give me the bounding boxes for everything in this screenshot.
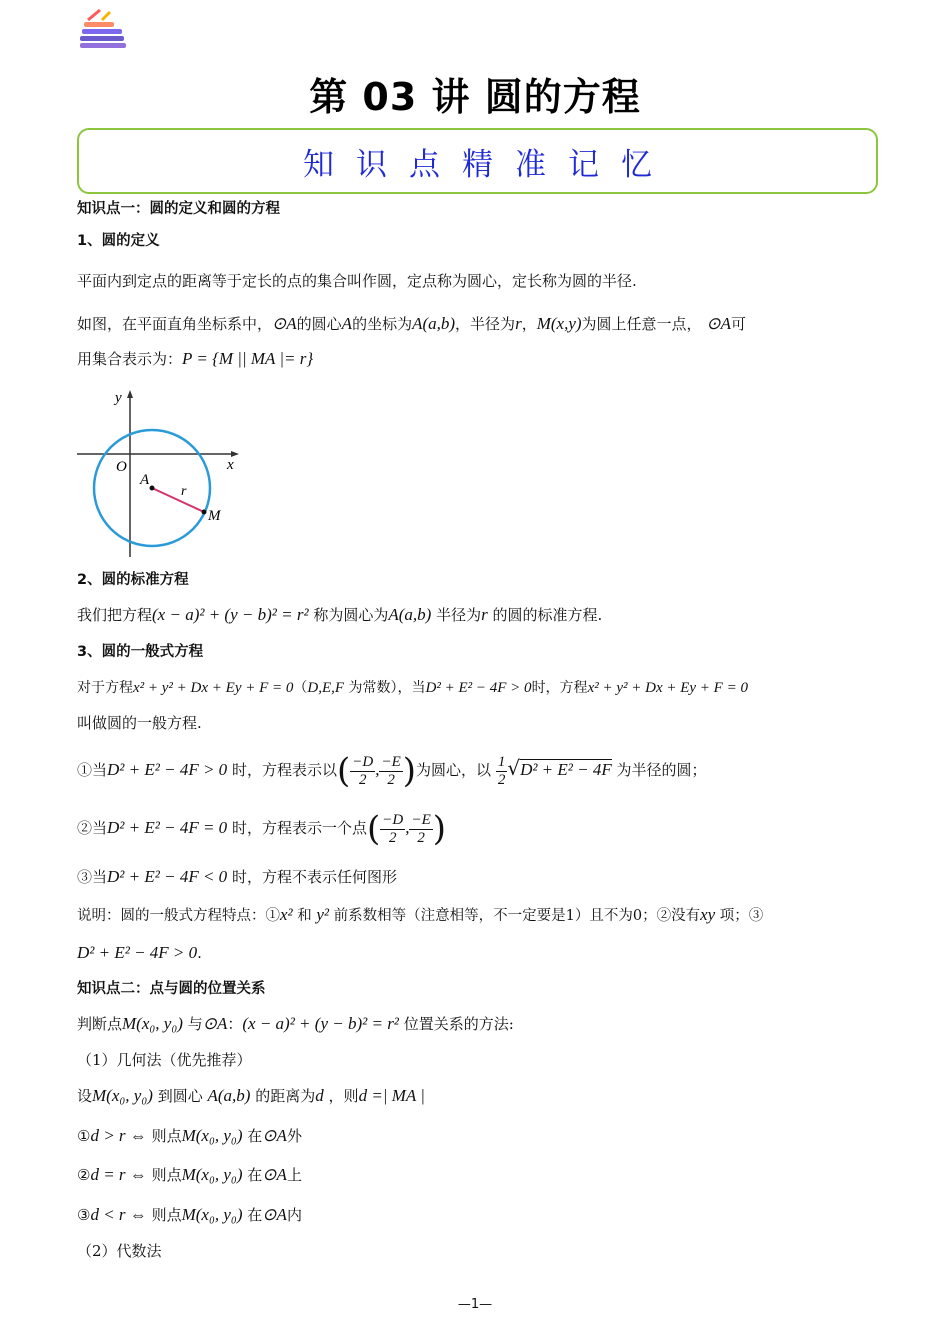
case-2-line: ②当D² + E² − 4F = 0 时，方程表示一个点( $\frac{-D}{2}$ , $\frac{-E}{2}$ ) — [77, 809, 447, 849]
radius-segment — [152, 488, 204, 512]
circle-diagram — [77, 385, 242, 560]
fraction-neg-e: $\frac{-E}{2}$ — [381, 753, 401, 788]
fraction-neg-e-2: $\frac{-E}{2}$ — [411, 811, 431, 846]
subsection-1-heading: 1、圆的定义 — [77, 233, 160, 249]
page-title: 第 03 讲 圆的方程 — [309, 75, 641, 119]
algebraic-method-heading: （2）代数法 — [77, 1242, 162, 1260]
sqrt-radicand: D² + E² − 4F — [520, 760, 612, 779]
subsection-3-heading: 3、圆的一般式方程 — [77, 644, 204, 660]
book-logo-icon — [78, 8, 128, 50]
section-banner — [77, 128, 878, 194]
point-m-label: M — [208, 508, 221, 524]
page-number: —1— — [457, 1297, 493, 1312]
general-equation-line: 对于方程x² + y² + Dx + Ey + F = 0（D,E,F 为常数），当D² + E² − 4F > 0时，方程x² + y² + Dx + Ey + F = 0 — [77, 680, 748, 696]
relation-outside-line: ①d > r ⇔ 则点M(x₀, y₀) 在⊙A外 — [77, 1126, 302, 1145]
set-notation-line: 用集合表示为：P = {M || MA |= r} — [77, 349, 314, 368]
center-label: A — [140, 472, 150, 488]
geometric-method-heading: （1）几何法（优先推荐） — [77, 1051, 252, 1069]
x-axis-label: x — [227, 457, 234, 473]
subsection-2-heading: 2、圆的标准方程 — [77, 572, 189, 588]
center-point — [150, 486, 155, 491]
definition-text: 平面内到定点的距离等于定长的点的集合叫作圆，定点称为圆心，定长称为圆的半径. — [77, 272, 637, 290]
general-equation-line-2: 叫做圆的一般方程. — [77, 714, 202, 732]
fraction-neg-d: $\frac{-D}{2}$ — [352, 753, 374, 788]
radius-label: r — [181, 484, 187, 499]
knowledge-point-1-heading: 知识点一：圆的定义和圆的方程 — [77, 201, 280, 217]
fraction-neg-d-2: $\frac{-D}{2}$ — [382, 811, 404, 846]
fraction-half: $\frac{1}{2}$ — [497, 753, 506, 788]
distance-line: 设M(x₀, y₀) 到圆心 A(a,b) 的距离为d ，则d =| MA | — [77, 1086, 425, 1105]
relation-inside-line: ③d < r ⇔ 则点M(x₀, y₀) 在⊙A内 — [77, 1205, 302, 1224]
case-3-line: ③当D² + E² − 4F < 0 时，方程不表示任何图形 — [77, 867, 397, 886]
banner-text: 知识点精准记忆 — [303, 146, 674, 183]
standard-equation-line: 我们把方程(x − a)² + (y − b)² = r² 称为圆心为A(a,b) 半径为r 的圆的标准方程. — [77, 605, 603, 624]
origin-label: O — [116, 459, 127, 475]
point-m — [202, 510, 207, 515]
judge-line: 判断点M(x₀, y₀) 与⊙A：(x − a)² + (y − b)² = r² 位置关系的方法: — [77, 1014, 514, 1033]
relation-on-line: ②d = r ⇔ 则点M(x₀, y₀) 在⊙A上 — [77, 1165, 302, 1184]
note-line: 说明：圆的一般式方程特点：①x² 和 y² 前系数相等（注意相等，不一定要是1）且不为0；②没有xy 项；③ — [77, 905, 764, 924]
figure-intro-line: 如图，在平面直角坐标系中，⊙A的圆心A的坐标为A(a,b)，半径为r，M(x,y)为圆上任意一点， ⊙A可 — [77, 314, 746, 333]
y-axis-label: y — [115, 390, 122, 406]
y-axis-arrow-icon — [127, 390, 133, 398]
knowledge-point-2-heading: 知识点二：点与圆的位置关系 — [77, 981, 266, 997]
note-line-2: D² + E² − 4F > 0. — [77, 943, 202, 962]
case-1-line: ①当D² + E² − 4F > 0 时，方程表示以( $\frac{-D}{2}$ , $\frac{-E}{2}$ )为圆心，以 $\frac{1}{2}$ √D² + E² − 4F 为半径的圆； — [77, 751, 707, 791]
